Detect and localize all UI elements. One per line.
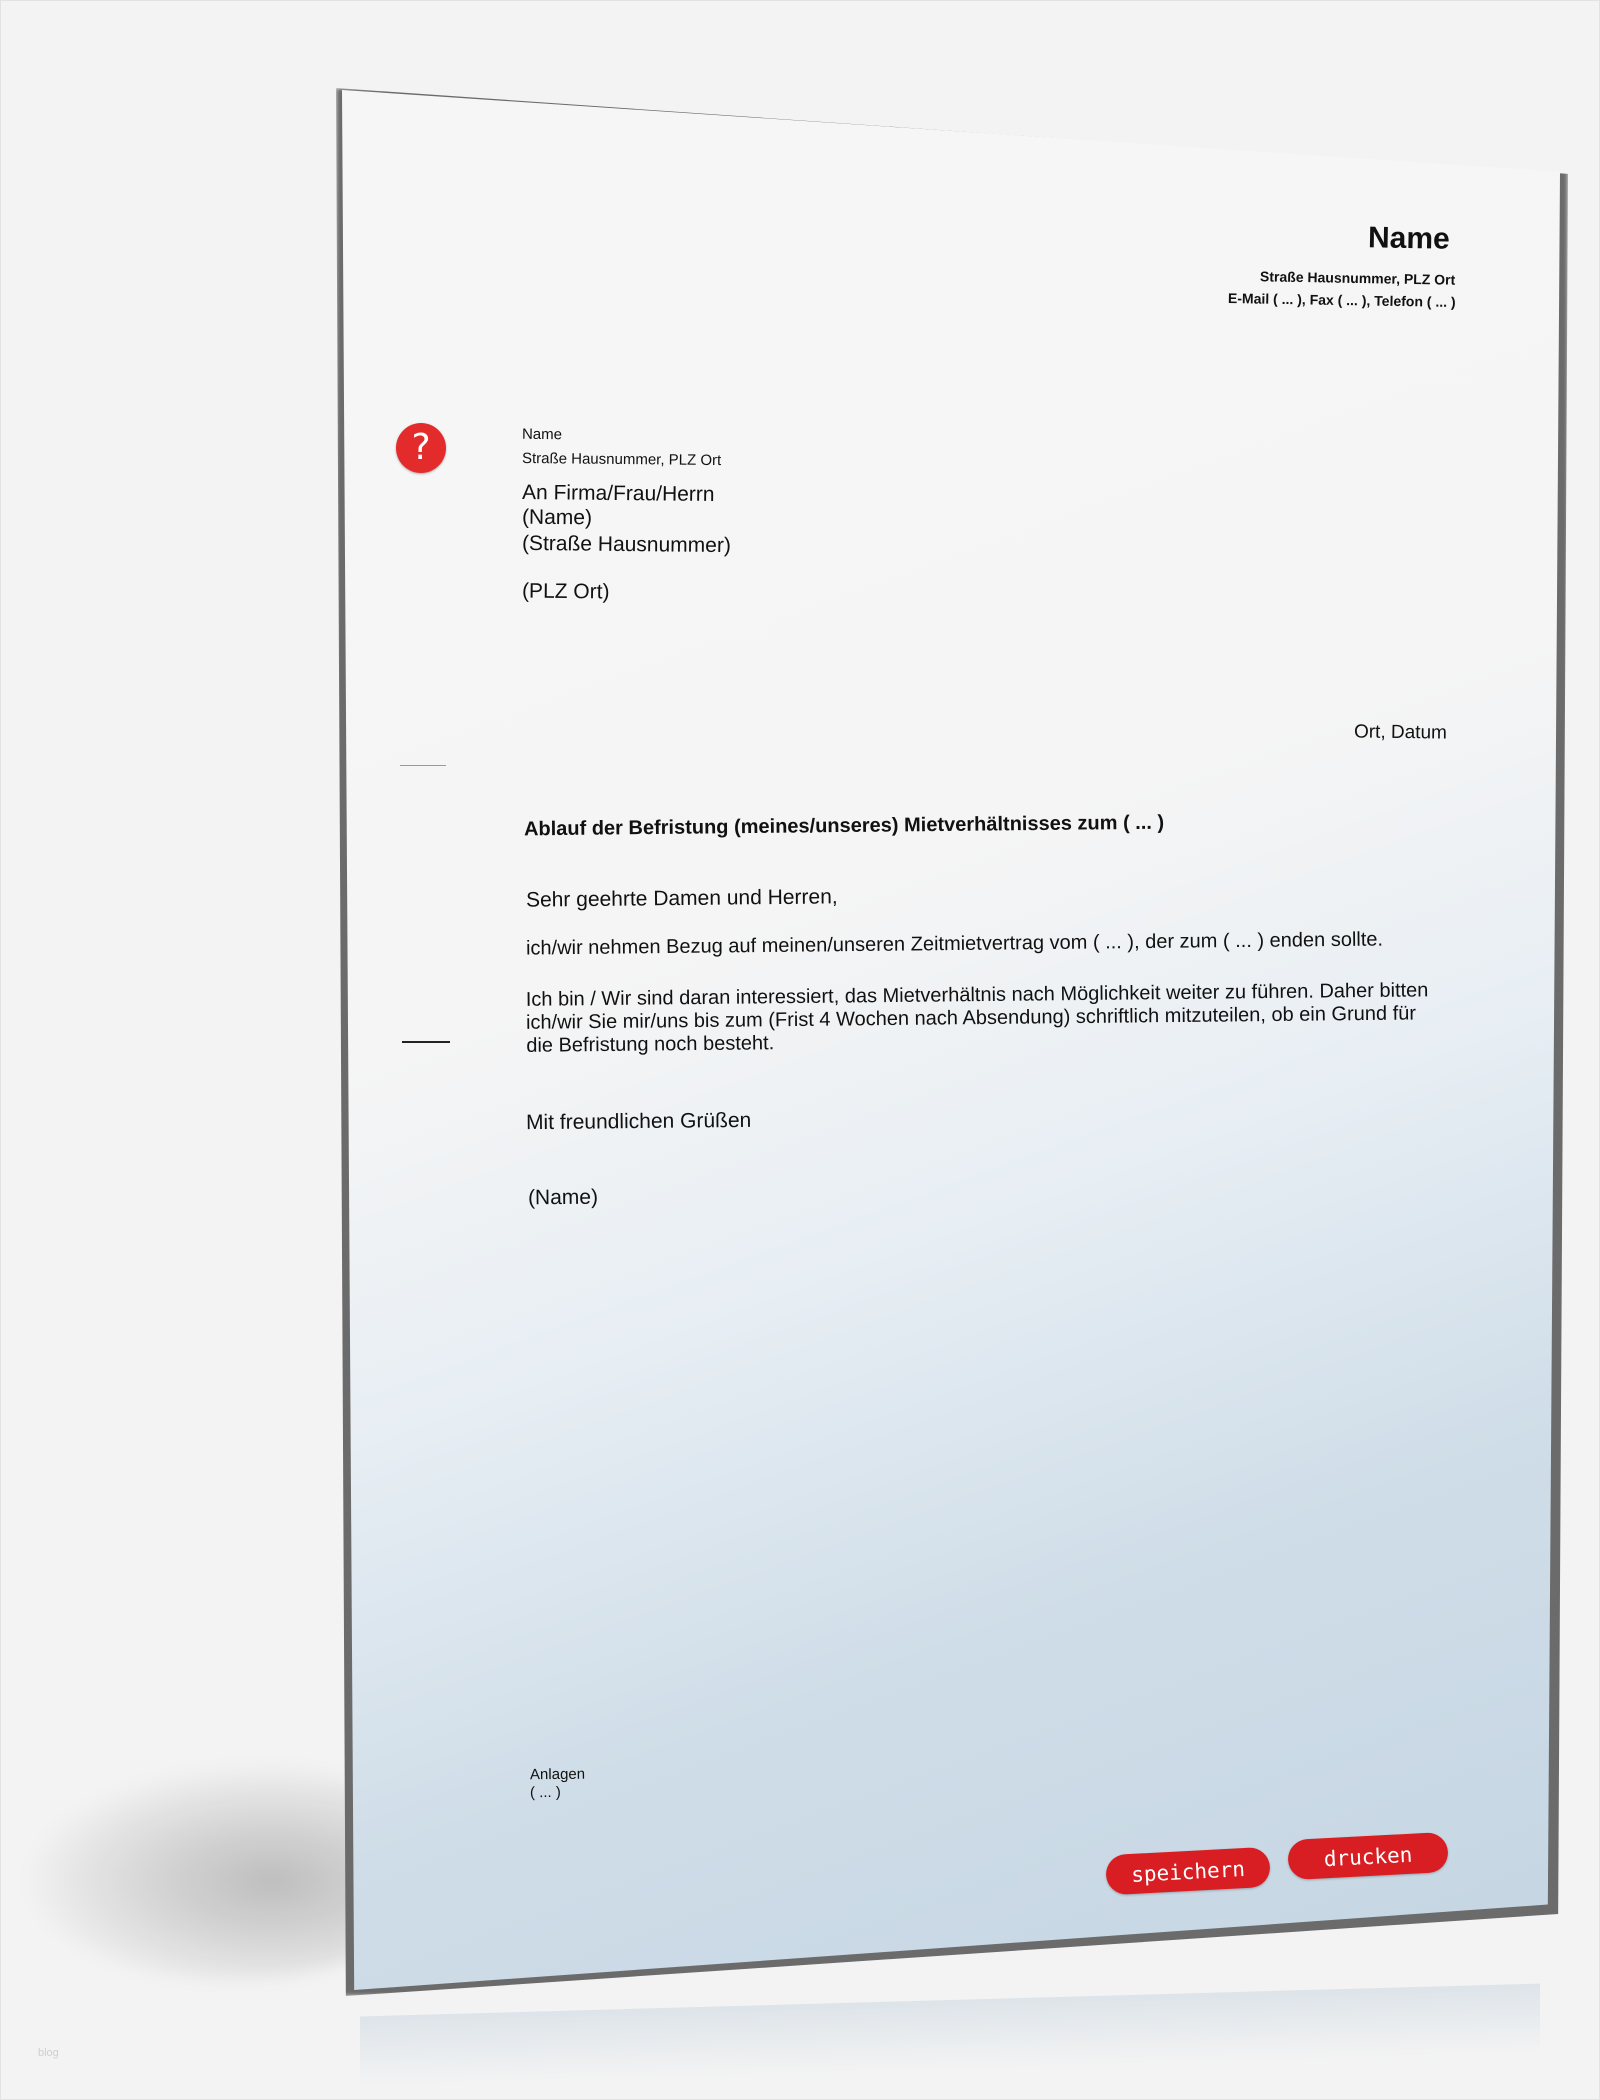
letter-subject: Ablauf der Befristung (meines/unseres) Mietverhältnisses zum ( ... ) [523,811,1165,841]
recipient-line: An Firma/Frau/Herrn [521,480,715,507]
closing: Mit freundlichen Grüßen [525,1108,752,1135]
return-address-name: Name [521,425,563,444]
recipient-line: (Straße Hausnummer) [521,531,732,558]
help-icon[interactable]: ? [396,423,446,473]
recipient-line: (Name) [521,505,593,530]
fold-mark [400,765,446,766]
sender-name: Name [1367,221,1451,256]
salutation: Sehr geehrte Damen und Herren, [525,885,838,912]
sender-contact: E-Mail ( ... ), Fax ( ... ), Telefon ( ... ) [1227,290,1456,310]
body-paragraph: ich/wir nehmen Bezug auf meinen/unseren Zeitmietvertrag vom ( ... ), der zum ( ... ) enden sollte. [525,928,1384,960]
sender-address: Straße Hausnummer, PLZ Ort [1259,268,1456,288]
recipient-line: (PLZ Ort) [521,579,610,604]
save-button[interactable]: speichern [1105,1847,1271,1896]
attachments-label: Anlagen [529,1765,586,1784]
body-paragraph: Ich bin / Wir sind daran interessiert, das Mietverhältnis nach Möglichkeit weiter zu führen. Daher bitten ich/wir Sie mir/uns bis zum (Frist 4 Wochen nach Absendung) schriftlich mitzuteilen, ob ein Grund für die Befristung noch besteht. [525,979,1429,1057]
attachments-value: ( ... ) [529,1783,561,1802]
signature-name: (Name) [527,1185,599,1210]
punch-mark [402,1041,450,1043]
print-button[interactable]: drucken [1287,1832,1449,1880]
watermark: blog [38,2047,59,2059]
place-date: Ort, Datum [1353,721,1448,744]
return-address-street: Straße Hausnummer, PLZ Ort [521,449,722,470]
